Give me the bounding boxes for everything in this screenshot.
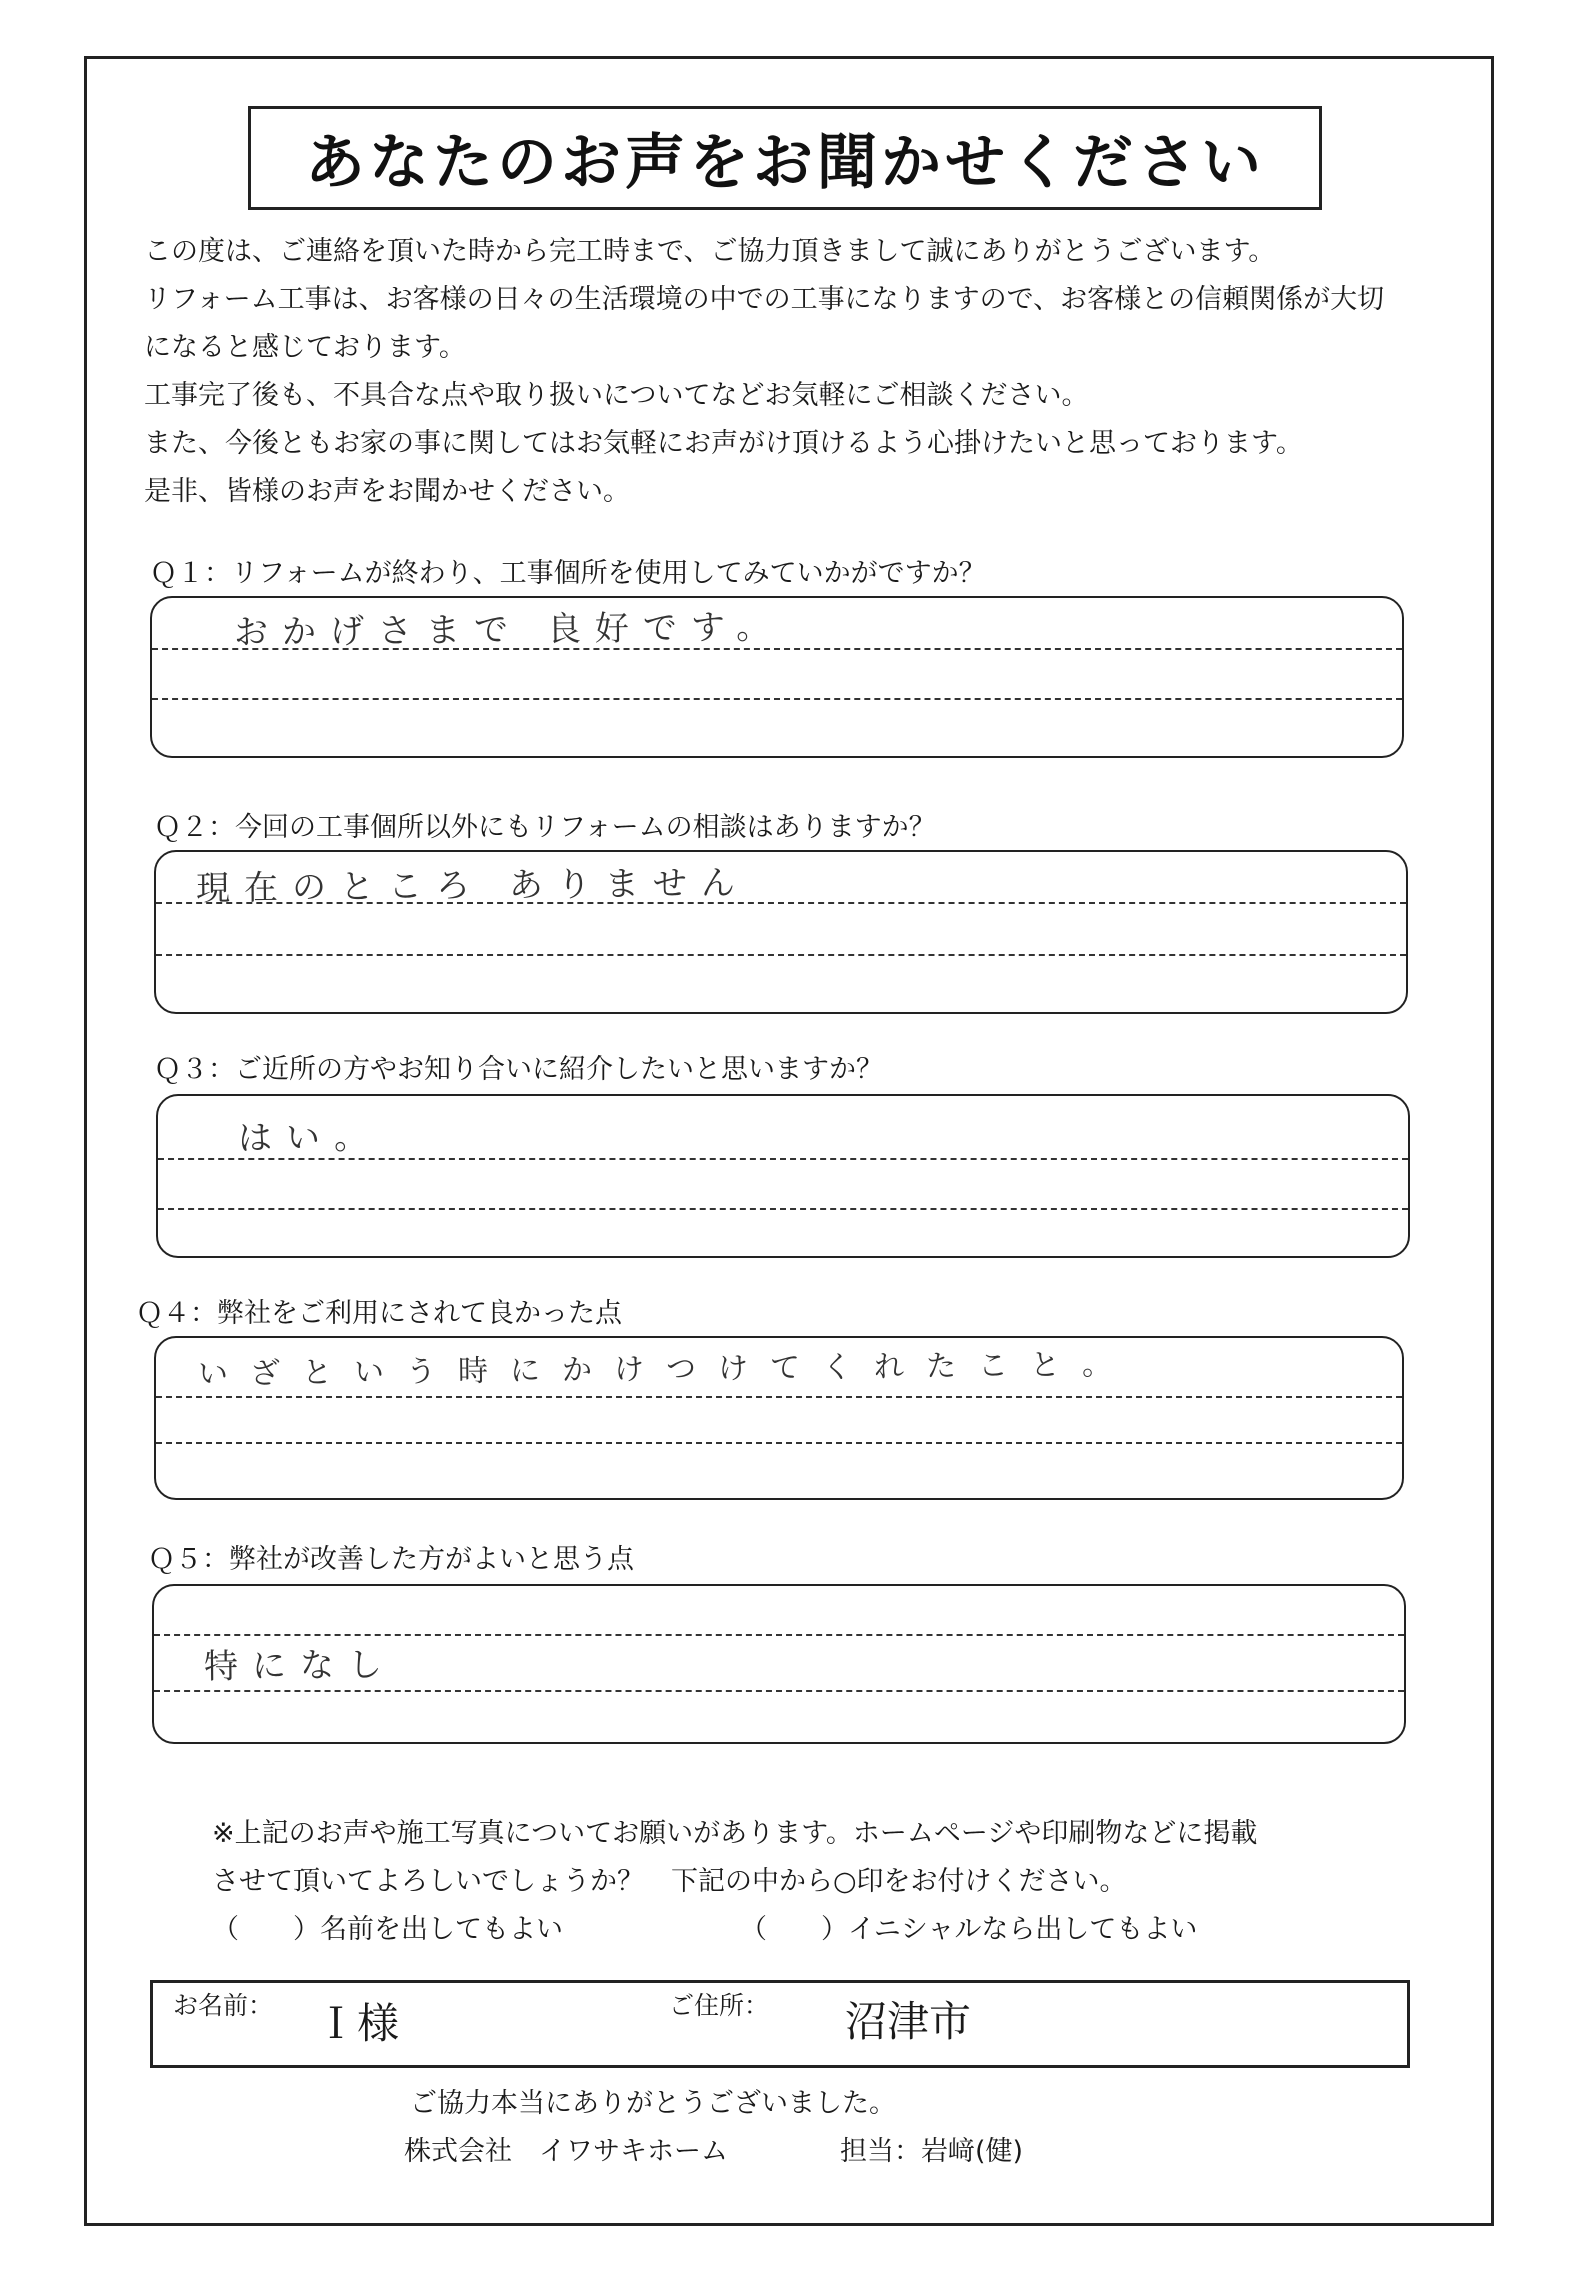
page-title: あなたのお声をお聞かせください [248,106,1322,210]
answer-line [156,954,1406,956]
question-5-label: Ｑ５：弊社が改善した方がよいと思う点 [148,1544,634,1575]
option-initials-ok[interactable]: （ ）イニシャルなら出してもよい [740,1914,1198,1945]
question-1-label: Ｑ１：リフォームが終わり、工事個所を使用してみていかがですか？ [150,558,986,589]
answer-line [156,1396,1402,1398]
answer-line [156,1442,1402,1444]
consent-note-line: させて頂いてよろしいでしょうか？ 下記の中から○印をお付けください。 [212,1866,1127,1897]
answer-line [158,1208,1408,1210]
staff-name: 担当：岩﨑(健) [840,2136,1024,2167]
intro-line: 工事完了後も、不具合な点や取り扱いについてなどお気軽にご相談ください。 [144,380,1089,411]
question-5-answer-box [152,1584,1406,1744]
intro-line: この度は、ご連絡を頂いた時から完工時まで、ご協力頂きまして誠にありがとうございます。 [144,236,1276,267]
answer-line [154,1634,1404,1636]
intro-text [144,228,1444,516]
intro-line: 是非、皆様のお声をお聞かせください。 [144,476,630,507]
question-1-answer-box [150,596,1404,758]
intro-line: リフォーム工事は、お客様の日々の生活環境の中での工事になりますので、お客様との信頼関係が大切 [144,284,1385,315]
question-4-label: Ｑ４：弊社をご利用にされて良かった点 [136,1298,622,1329]
question-2-answer-box [154,850,1408,1014]
address-label: ご住所： [669,1991,770,2020]
intro-line: また、今後ともお家の事に関してはお気軽にお声がけ頂けるよう心掛けたいと思っております。 [144,428,1303,459]
question-3-answer: はい。 [237,1117,383,1159]
question-5-answer: 特になし [203,1644,397,1688]
question-1-answer: おかげさまで 良好です。 [233,607,785,653]
question-4-answer-box [154,1336,1404,1500]
answer-line [152,698,1402,700]
address-value: 沼津市 [845,1997,972,2046]
company-name: 株式会社 イワサキホーム [404,2136,728,2167]
option-name-ok[interactable]: （ ）名前を出してもよい [212,1914,563,1945]
question-2-answer: 現在のところ ありません [195,863,750,909]
question-2-label: Ｑ２：今回の工事個所以外にもリフォームの相談はありますか？ [154,812,936,843]
question-3-answer-box [156,1094,1410,1258]
question-4-answer: いざという時にかけつけてくれたこと。 [197,1347,1135,1392]
answer-line [154,1690,1404,1692]
consent-note-line: ※上記のお声や施工写真についてお願いがあります。ホームページや印刷物などに掲載 [212,1818,1258,1849]
thanks-message: ご協力本当にありがとうございました。 [410,2088,896,2119]
question-3-label: Ｑ３：ご近所の方やお知り合いに紹介したいと思いますか？ [154,1054,883,1085]
name-value: Ｉ様 [315,1999,400,2048]
name-label: お名前： [173,1991,274,2020]
intro-line: になると感じております。 [144,332,466,363]
customer-info-box [150,1980,1410,2068]
